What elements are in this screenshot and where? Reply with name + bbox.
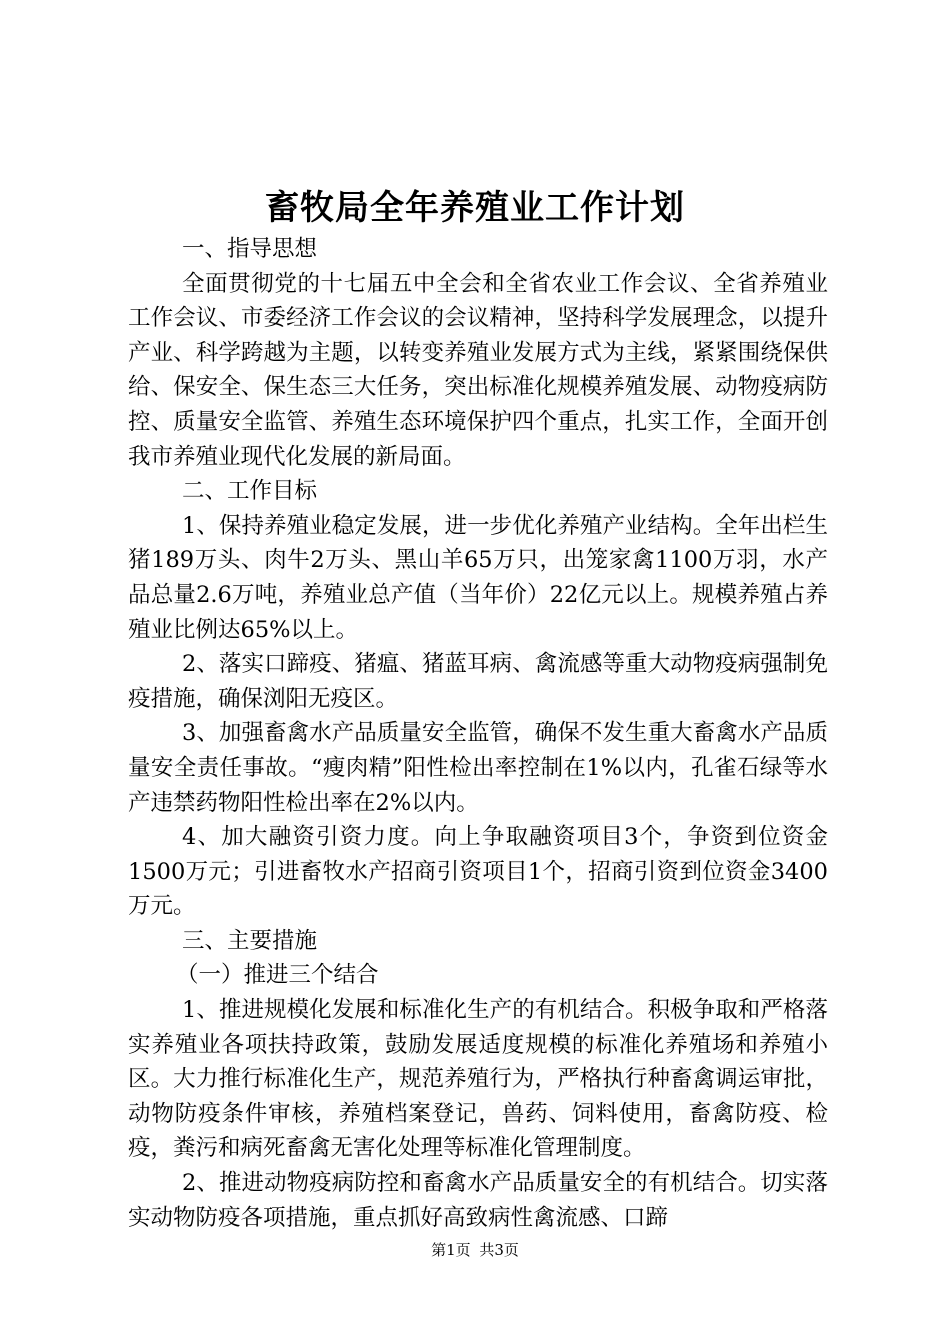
subsection-heading: （一）推进三个结合 — [176, 962, 379, 989]
paragraph: 3、加强畜禽水产品质量安全监管，确保不发生重大畜禽水产品质量安全责任事故。“瘦肉精”阳性检出率控制在1%以内，孔雀石绿等水产违禁药物阳性检出率在2%以内。 — [128, 720, 828, 816]
paragraph: 1、推进规模化发展和标准化生产的有机结合。积极争取和严格落实养殖业各项扶持政策，鼓励发展适度规模的标准化养殖场和养殖小区。大力推行标准化生产，规范养殖行为，严格执行种畜禽调运审批，动物防疫条件审核，养殖档案登记，兽药、饲料使用，畜禽防疫、检疫，粪污和病死畜禽无害化处理等标准化管理制度。 — [128, 997, 828, 1162]
section-heading: 三、主要措施 — [182, 927, 318, 954]
section-heading: 二、工作目标 — [182, 478, 318, 505]
paragraph: 1、保持养殖业稳定发展，进一步优化养殖产业结构。全年出栏生猪189万头、肉牛2万头、黑山羊65万只，出笼家禽1100万羽，水产品总量2.6万吨，养殖业总产值（当年价）22亿元以上。规模养殖占养殖业比例达65%以上。 — [128, 512, 828, 643]
document-title: 畜牧局全年养殖业工作计划 — [265, 188, 685, 228]
paragraph: 2、推进动物疫病防控和畜禽水产品质量安全的有机结合。切实落实动物防疫各项措施，重点抓好高致病性禽流感、口蹄 — [128, 1170, 828, 1231]
paragraph: 2、落实口蹄疫、猪瘟、猪蓝耳病、禽流感等重大动物疫病强制免疫措施，确保浏阳无疫区。 — [128, 651, 828, 712]
page-number: 第1页 — [431, 1241, 471, 1259]
paragraph: 全面贯彻党的十七届五中全会和全省农业工作会议、全省养殖业工作会议、市委经济工作会议的会议精神，坚持科学发展理念，以提升产业、科学跨越为主题，以转变养殖业发展方式为主线，紧紧围绕保供给、保安全、保生态三大任务，突出标准化规模养殖发展、动物疫病防控、质量安全监管、养殖生态环境保护四个重点，扎实工作，全面开创我市养殖业现代化发展的新局面。 — [128, 270, 828, 470]
document-body — [128, 232, 828, 1235]
section-heading: 一、指导思想 — [182, 236, 318, 262]
page-total: 共3页 — [479, 1241, 519, 1259]
page-footer — [0, 1240, 950, 1260]
paragraph: 4、加大融资引资力度。向上争取融资项目3个，争资到位资金1500万元；引进畜牧水产招商引资项目1个，招商引资到位资金3400万元。 — [128, 824, 828, 920]
